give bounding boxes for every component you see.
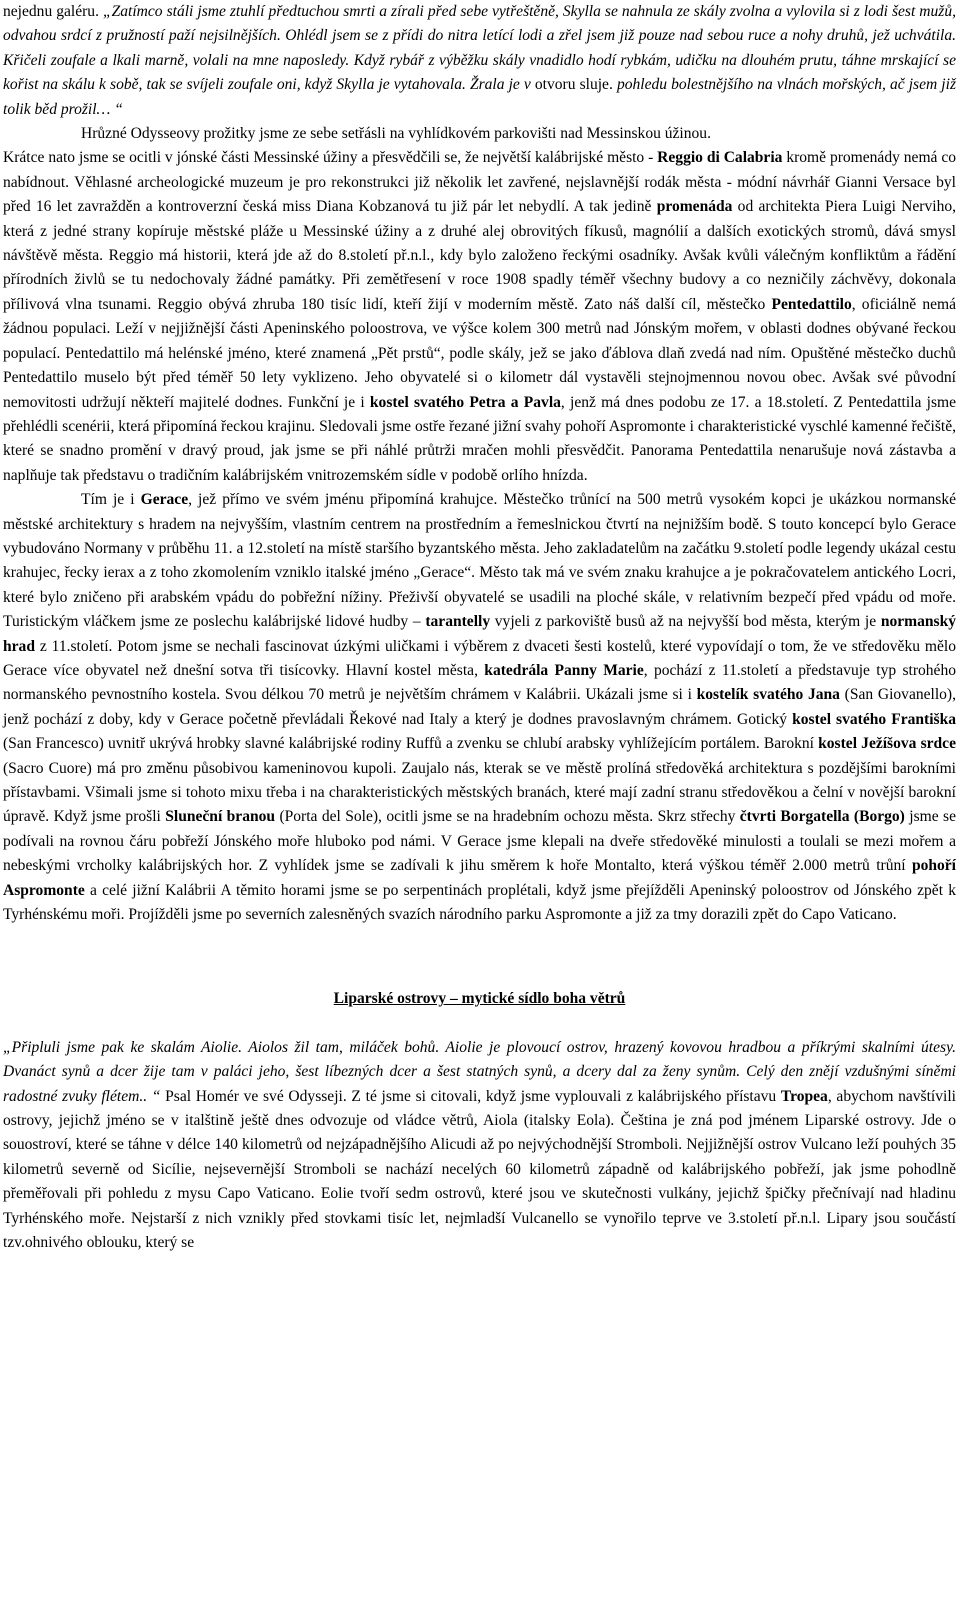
text-run: , jež přímo ve svém jménu připomíná krahujce. Městečko trůnící na 500 metrů vysokém kopci je ukázkou normanské městské architektury s hradem na nejvyšším, vlastním centrem na prostředním a řemeslnickou čtvrtí na nejnižším bodě. S touto koncepcí bylo Gerace vybudováno Normany v průběhu 11. a 12.století na místě staršího byzantského města. Jeho zakladatelům na začátku 9.století podle legendy ukázal cestu krahujec, řecky ierax a z toho zkomolením vzniklo italské jméno „Gerace“. Město tak má ve svém znaku krahujce a je pokračovatelem antického Locri, které bylo zničeno při arabském vpádu do pobřežní nížiny. Přeživší obyvatelé se usadili na ploché skále, v relativním bezpečí před vpádu od moře. Turistickým vláčkem jsme ze poslechu kalábrijské lidové hudby – bbox=[3, 491, 956, 631]
messina-paragraph: Hrůzné Odysseovy prožitky jsme ze sebe setřásli na vyhlídkovém parkovišti nad Messinskou úžinou. bbox=[81, 125, 711, 143]
text-run: jsme se podívali na rovnou čáru pobřeží Jónského moře hluboko pod námi. V Gerace jsme klepali na dveře středověké minulosti a toulali se mezi mořem a nebeskými vrcholky kalábrijských hor. Z vyhlídek jsme se zadívali k jihu směrem k hoře Montalto, která výškou téměř 2.000 metrů trůní bbox=[3, 808, 956, 875]
bold-term: Tropea bbox=[780, 1087, 828, 1105]
text-run: (Porta del Sole), ocitli jsme se na hradebním ochozu města. Skrz střechy bbox=[275, 808, 740, 826]
gerace-paragraph bbox=[3, 488, 956, 927]
bold-term: tarantelly bbox=[425, 613, 491, 631]
skylla-quote: „Zatímco stáli jsme ztuhlí předtuchou smrti a zírali před sebe vytřeštěně, Skylla se nahnula ze skály zvolna a vylovila si z lodi šest mužů, odvahou srdcí z pružností paží nejsilnějších. Ohlédl jsem se z přídi do nitra letící lodi a zřel jsem již pouze nad sebou ruce a nohy druhů, jež uchvátila. Křičeli zoufale a lkali marně, volali na mne naposledy. Když rybář z výběžku skály vnadidlo hodí rybkám, udičku na dlouhém prutu, táhne mrskající se kořist na skálu k sobě, tak se svíjeli zoufale oni, když Skylla je vytahovala. Žrala je v bbox=[3, 3, 957, 94]
text-run: , pochází z 11.století a představuje typ strohého normanského pevnostního kostela. Svou délkou 70 metrů je největším chrámem v Kalábrii. Ukázali jsme si i bbox=[3, 661, 956, 704]
bold-term: kostel Ježíšova srdce bbox=[818, 735, 956, 753]
bold-term: normanský hrad bbox=[3, 613, 956, 655]
text-run: a celé jižní Kalábrii A těmito horami jsme se po serpentinách proplétali, když jsme přejížděli Apeninský poloostrov od Jónského zpět k Tyrhénskému moři. Projížděli jsme po severních zalesněných svazích národního parku Aspromonte a již za tmy dorazili zpět do Capo Vaticano. bbox=[3, 881, 956, 924]
bold-term: kostel svatého Františka bbox=[792, 710, 956, 728]
text-run: vyjeli z parkoviště busů až na nejvyšší bod města, kterým je bbox=[490, 613, 881, 631]
bold-term: Pentedattilo bbox=[771, 295, 852, 313]
bold-term: kostelík svatého Jana bbox=[696, 686, 840, 704]
text-run: (Sacro Cuore) má pro změnu působivou kameninovou kupoli. Zaujalo nás, kterak se ve městě prolíná středověká architektura s pozdějšími barokními přístavbami. Všimali jsme si tohoto mixu třeba i na charakteristických městských branách, které mají zadní stranu středověkou a čelní v novější barokní úpravě. Když jsme prošli bbox=[3, 759, 956, 826]
text-run: Krátce nato jsme se ocitli v jónské části Messinské úžiny a přesvědčili se, že největší kalábrijské město - bbox=[3, 149, 658, 167]
text-run: (San Giovanello), jenž pochází z doby, kdy v Gerace početně převládali Řekové nad Italy a který je dodnes pravoslavným chrámem. Gotický bbox=[3, 686, 956, 728]
skylla-quote-end: pohledu bolestnějšího na vlnách mořských, ač jsem již tolik běd prožil… “ bbox=[3, 76, 956, 118]
skylla-quote-plain: otvoru sluje. bbox=[534, 76, 617, 94]
text-run: Tím je i bbox=[81, 491, 141, 509]
bold-term: promenáda bbox=[656, 198, 733, 216]
section1-opening bbox=[3, 0, 956, 122]
bold-term: čtvrti Borgatella (Borgo) bbox=[739, 808, 905, 826]
section-heading: Liparské ostrovy – mytické sídlo boha větrů bbox=[333, 990, 626, 1008]
bold-term: katedrála Panny Marie bbox=[484, 661, 644, 679]
bold-term: pohoří Aspromonte bbox=[3, 857, 956, 899]
text-run: , jenž má dnes podobu ze 17. a 18.století. Z Pentedattila jsme přehlédli scenérii, která připomíná řeckou krajinu. Sledovali jsme ostře řezané jižní svahy pohoří Aspromonte i charakteristické vyschlé kamenné řečiště, které se snadno promění v dravý proud, jak jsme se při náhlé průtrži mračen mohli přesvědčit. Panorama Pentedattila nenarušuje nová zástavba a naplňuje tak představu o tradičním kalábrijském vnitrozemském sídle v podobě orlího hnízda. bbox=[3, 393, 956, 484]
text-run: kromě promenády nemá co nabídnout. Věhlasné archeologické muzeum je pro rekonstrukci již několik let zavřené, nejslavnější rodák města - módní návrhář Gianni Versace byl před 16 let zavražděn a kontroverzní česká miss Diana Kobzanová tu již pár let nebydlí. A tak jedině bbox=[3, 149, 957, 216]
text-run: , abychom navštívili ostrovy, jejichž jméno se v italštině ještě dnes odvozuje od vládce větrů, Aiola (italsky Eola). Čeština je zná pod jménem Liparské ostrovy. Jde o souostroví, které se táhne v délce 140 kilometrů od nejzápadnějšího Alicudi až po nejvýchodnější Stromboli. Nejjižnější ostrov Vulcano leží pouhých 35 kilometrů severně od Sicílie, nejsevernější Stromboli se nachází necelých 60 kilometrů západně od kalábrijského pobřeží, jak jsme pohodlně přeměřovali při pohledu z mysu Capo Vaticano. Eolie tvoří sedm ostrovů, které jsou ve skutečnosti vulkány, jejichž špičky přečnívají nad hladinu Tyrhénského moře. Nejstarší z nich vznikly před stovkami tisíc let, nejmladší Vulcanello se vynořilo teprve ve 3.století př.n.l. Lipary jsou součástí tzv.ohnivého oblouku, který se bbox=[3, 1087, 956, 1252]
reggio-paragraph bbox=[3, 146, 956, 488]
liparske-body bbox=[3, 1088, 956, 1251]
intro-text: nejednu galéru. bbox=[3, 3, 103, 20]
bold-term: kostel svatého Petra a Pavla bbox=[369, 393, 561, 411]
bold-term: Reggio di Calabria bbox=[657, 149, 783, 167]
text-run: Psal Homér ve své Odysseji. Z té jsme si citovali, když jsme vyplouvali z kalábrijského přístavu bbox=[160, 1087, 781, 1105]
liparske-paragraph bbox=[3, 1036, 956, 1256]
text-run: , oficiálně nemá žádnou populaci. Leží v nejjižnější části Apeninského poloostrova, ve výšce kolem 300 metrů nad Jónským mořem, v oblasti dodnes obývané řeckou populací. Pentedattilo má helénské jméno, které znamená „Pět prstů“, podle skály, jež se jako ďáblova dlaň zvedá nad ním. Opuštěné městečko duchů Pentedattilo muselo být před téměř 50 lety vyklizeno. Jeho obyvatelé si o kilometr dál vystavěli stejnojmennou novou obec. Avšak své původní nemovitosti udržují někteří majitelé dodnes. Funkční je i bbox=[3, 295, 956, 411]
text-run: (San Francesco) uvnitř ukrývá hrobky slavné kalábrijské rodiny Ruffů a zvenku se chlubí arabsky vyhlížejícím portálem. Barokní bbox=[3, 735, 819, 753]
text-run: z 11.století. Potom jsme se nechali fascinovat úzkými uličkami i výběrem z dvaceti šesti kostelů, které vypovídají o tom, že ve středověku mělo Gerace více obyvatel než dnešní sotva tři tisícovky. Hlavní kostel města, bbox=[3, 637, 956, 679]
text-run: od architekta Piera Luigi Nerviho, která z jedné strany kopíruje městské pláže u Messinské úžiny a z druhé alej obrovitých fíkusů, magnólií a dalších exotických stromů, dává smysl návštěvě města. Reggio má historii, která jde až do 8.století př.n.l., kdy bylo založeno řeckými osadníky. Avšak kvůli válečným konfliktům a řádění přírodních živlů se tu nedochovaly žádné památky. Při zemětřesení v roce 1908 spadly téměř všechny budovy a co nezničily záchvěvy, dokonala přílivová vlna tsunami. Reggio obývá zhruba 180 tisíc lidí, kteří žijí v moderním městě. Zato náš další cíl, městečko bbox=[3, 198, 956, 313]
bold-term: Gerace bbox=[140, 491, 189, 509]
aiolos-quote: „Připluli jsme pak ke skalám Aiolie. Aiolos žil tam, miláček bohů. Aiolie je plovoucí ostrov, hrazený kovovou hradbou a příkrými skalními útesy. Dvanáct synů a dcer žije tam v paláci jeho, šest líbezných dcer a šest statných synů, a dcery dal za ženy synům. Celý den znějí vzdušnými síněmi radostné zvuky flétem.. “ bbox=[3, 1038, 956, 1105]
bold-term: Sluneční branou bbox=[165, 808, 276, 826]
